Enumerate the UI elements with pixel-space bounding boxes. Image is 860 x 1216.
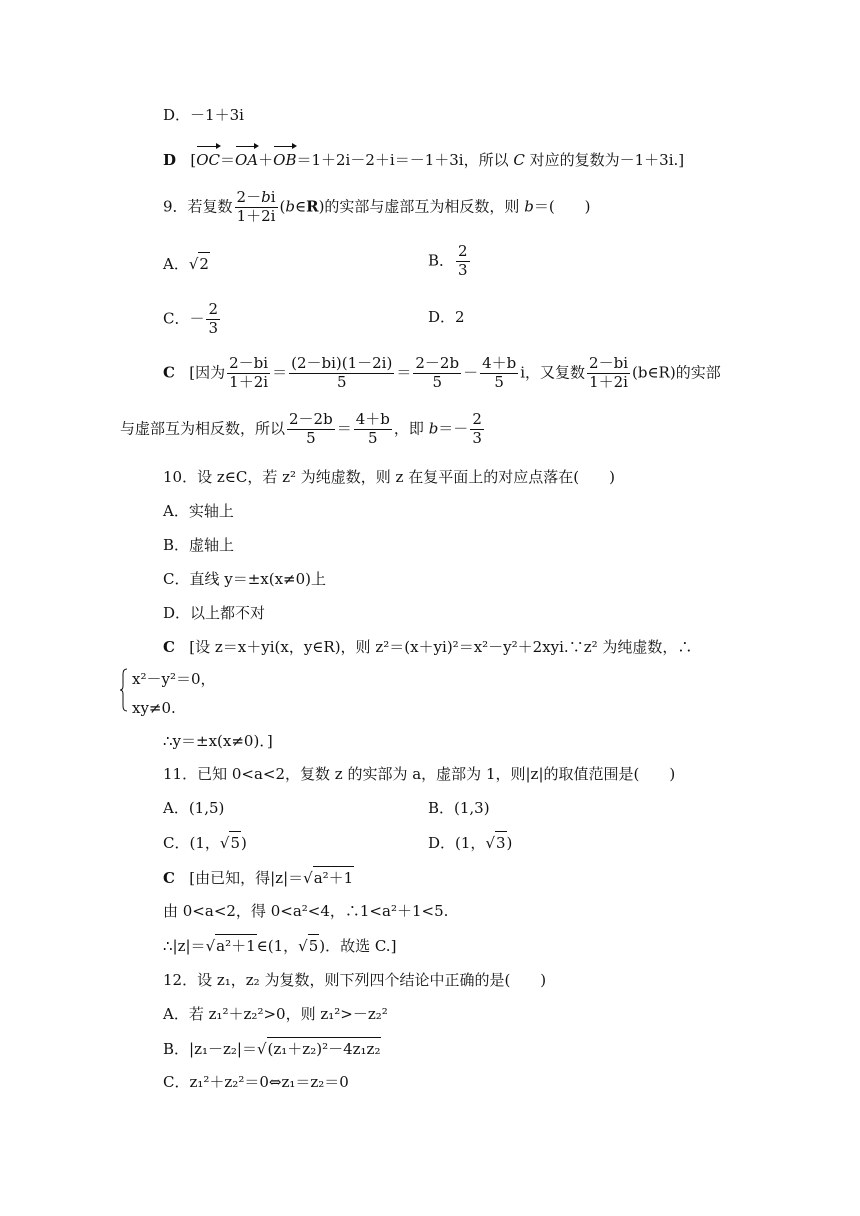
answer-9-line-2: 与虚部互为相反数，所以 $\frac{2-2b}{5}$ ＝ $\frac{4+b}{5}$ ，即 b＝－ $\frac{2}{3}$	[120, 410, 482, 447]
answer-letter: D	[163, 151, 177, 169]
answer-11-line-3: ∴|z|＝√a²＋1∈(1，√5)．故选 C.]	[163, 934, 396, 957]
option-d-11: D．(1，√3)	[428, 831, 512, 854]
system-line-1: x²－y²＝0，	[132, 670, 216, 688]
vector-oc: OC	[196, 151, 220, 169]
fraction: $\frac{2-bi}{1+2i}$	[236, 188, 276, 225]
option-d-10: D．以上都不对	[163, 604, 266, 622]
option-d-8: D．－1＋3i	[163, 106, 244, 124]
option-b-12: B．|z₁－z₂|＝√(z₁＋z₂)²－4z₁z₂	[163, 1037, 381, 1060]
option-c-10: C．直线 y＝±x(x≠0)上	[163, 570, 327, 588]
answer-10-conclusion: ∴y＝±x(x≠0)．]	[163, 732, 273, 750]
answer-9-line-1: C [因为 $\frac{2-bi}{1+2i}$ ＝ $\frac{(2-bi)(1-2i)}{5}$ ＝ $\frac{2-2b}{5}$ － $\frac{4+b}{5}$ i，又复数 $\frac{2-bi}{1+2i}$ (b∈R)的实部	[163, 354, 721, 391]
answer-letter: C	[163, 363, 175, 382]
option-b-11: B．(1,3)	[428, 799, 490, 817]
answer-11-line-1: C [由已知，得|z|＝√a²＋1	[163, 866, 354, 889]
question-11: 11．已知 0<a<2，复数 z 的实部为 a，虚部为 1，则|z|的取值范围是( )	[163, 765, 676, 783]
option-b-9: B． $\frac{2}{3}$	[428, 242, 468, 279]
question-12: 12．设 z₁，z₂ 为复数，则下列四个结论中正确的是( )	[163, 971, 547, 989]
option-a-9: A．√2	[163, 252, 210, 275]
answer-10: C [设 z＝x＋yi(x，y∈R)，则 z²＝(x＋yi)²＝x²－y²＋2xyi.∵z² 为纯虚数，∴	[163, 638, 693, 656]
vector-ob: OB	[273, 151, 297, 169]
vector-oa: OA	[234, 151, 259, 169]
system-brace	[120, 668, 128, 712]
option-c-9: C．－ $\frac{2}{3}$	[163, 300, 219, 337]
option-c-11: C．(1，√5)	[163, 831, 247, 854]
option-c-12: C．z₁²＋z₂²＝0⇔z₁＝z₂＝0	[163, 1073, 349, 1091]
option-a-10: A．实轴上	[163, 502, 234, 520]
question-9: 9．若复数 $\frac{2-bi}{1+2i}$ (b∈R)的实部与虚部互为相反数，则 b＝( )	[163, 188, 591, 225]
answer-letter: C	[163, 638, 175, 656]
system-line-2: xy≠0.	[132, 699, 176, 717]
answer-11-line-2: 由 0<a<2，得 0<a²<4，∴1<a²＋1<5.	[163, 902, 449, 920]
option-a-12: A．若 z₁²＋z₂²>0，则 z₁²>－z₂²	[163, 1005, 388, 1023]
question-10: 10．设 z∈C，若 z² 为纯虚数，则 z 在复平面上的对应点落在( )	[163, 468, 615, 486]
option-b-10: B．虚轴上	[163, 536, 235, 554]
answer-8: D [OC＝OA＋OB＝1＋2i－2＋i＝－1＋3i，所以 C 对应的复数为－1＋3i.]	[163, 151, 685, 169]
answer-letter: C	[163, 869, 175, 887]
option-d-9: D．2	[428, 308, 465, 326]
option-a-11: A．(1,5)	[163, 799, 225, 817]
